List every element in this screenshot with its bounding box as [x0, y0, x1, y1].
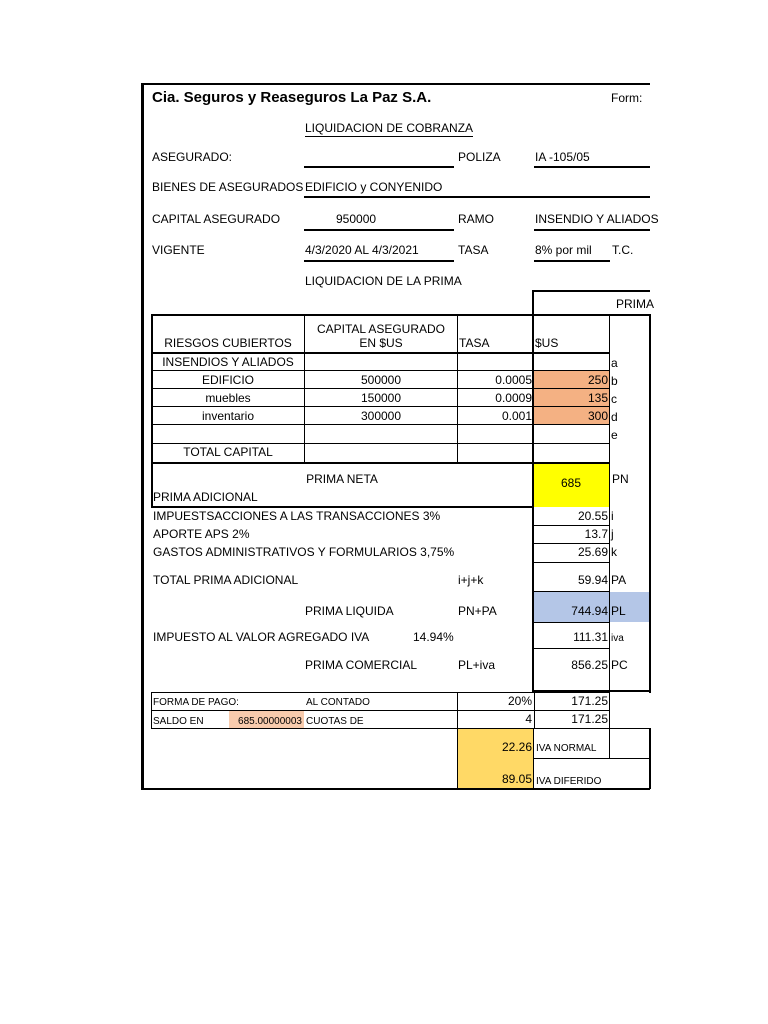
total-adicional-divider [534, 591, 610, 592]
asegurado-label: ASEGURADO: [152, 150, 233, 164]
tc-label: T.C. [612, 243, 634, 257]
liquidacion-prima-label: LIQUIDACION DE LA PRIMA [305, 274, 462, 288]
row-riesgo: EDIFICIO [201, 373, 254, 387]
gastos-divider [534, 562, 610, 563]
capital-underline [304, 229, 454, 231]
it-divider [534, 525, 610, 526]
table-top [151, 314, 650, 316]
row-sus: 300 [587, 409, 608, 423]
header-riesgos: RIESGOS CUBIERTOS [164, 336, 292, 350]
iva-normal-label: IVA NORMAL [536, 743, 597, 754]
bienes-label: BIENES DE ASEGURADOS [152, 180, 304, 194]
ramo-label: RAMO [458, 212, 494, 226]
contado-pct: 20% [507, 694, 532, 708]
col-code-left-lower [609, 507, 610, 690]
prima-box-right [649, 314, 651, 693]
capital-label: CAPITAL ASEGURADO [152, 212, 281, 226]
row-code: b [611, 374, 618, 388]
poliza-label: POLIZA [458, 150, 501, 164]
vigente-underline [304, 260, 454, 262]
prima-liquida-formula: PN+PA [458, 604, 497, 618]
pago-bottom [151, 728, 650, 729]
prima-comercial-value: 856.25 [571, 658, 608, 672]
document-title: LIQUIDACION DE COBRANZA [305, 121, 474, 135]
header-capital-1: CAPITAL ASEGURADO [316, 322, 446, 336]
it-value: 20.55 [577, 509, 608, 523]
prima-liquida-code: PL [611, 604, 626, 618]
iva-normal-value: 22.26 [501, 740, 532, 754]
cuotas-num: 4 [525, 712, 532, 726]
prima-neta-code: PN [612, 472, 629, 486]
forma-pago-label: FORMA DE PAGO: [153, 697, 239, 708]
ramo-underline [534, 229, 650, 231]
iva-diferido-value: 89.05 [501, 772, 532, 786]
iva-diferido-label: IVA DIFERIDO [536, 776, 602, 787]
row-divider [151, 443, 610, 444]
iva-pct: 14.94% [413, 630, 454, 644]
row-divider [151, 424, 610, 425]
row-riesgo: INSENDIOS Y ALIADOS [162, 355, 294, 369]
prima-liquida-label: PRIMA LIQUIDA [305, 604, 394, 618]
aps-divider [534, 543, 610, 544]
row-riesgo: inventario [201, 409, 255, 423]
header-bottom [151, 352, 610, 354]
cuotas-label: CUOTAS DE [306, 716, 364, 727]
ramo-value: INSENDIO Y ALIADOS [535, 212, 659, 226]
iva-value: 111.31 [573, 630, 608, 644]
aps-label: APORTE APS 2% [153, 527, 250, 541]
row-code: e [611, 428, 618, 442]
prima-neta-bottom [151, 506, 534, 508]
pago-top [151, 692, 610, 693]
prima-adicional-label: PRIMA ADICIONAL [153, 490, 258, 504]
tasa-label: TASA [458, 243, 489, 257]
total-adicional-code: PA [611, 573, 627, 587]
row-sus: 135 [587, 391, 608, 405]
prima-box-top [532, 290, 650, 292]
bienes-underline [304, 196, 650, 198]
row-capital: 500000 [360, 373, 402, 387]
row-code: c [611, 392, 617, 406]
form-label: Form: [611, 91, 643, 105]
col-tasa-left [457, 314, 458, 464]
prima-neta-label: PRIMA NETA [306, 472, 378, 486]
row-capital: 300000 [360, 409, 402, 423]
gastos-label: GASTOS ADMINISTRATIVOS Y FORMULARIOS 3,75% [153, 545, 455, 559]
prima-liquida-value: 744.94 [571, 604, 608, 618]
row-capital: 150000 [360, 391, 402, 405]
iva-label: IMPUESTO AL VALOR AGREGADO IVA [153, 630, 370, 644]
contado-label: AL CONTADO [306, 697, 370, 708]
it-code: i [611, 509, 614, 523]
asegurado-underline [304, 166, 454, 168]
contado-value: 171.25 [571, 694, 608, 708]
poliza-value: IA -105/05 [535, 150, 590, 164]
capital-value: 950000 [336, 212, 377, 226]
iva-divider [534, 648, 610, 649]
it-label: IMPUESTSACCIONES A LAS TRANSACCIONES 3% [153, 509, 441, 523]
row-tasa: 0.0009 [495, 391, 532, 405]
cuotas-value: 171.25 [571, 712, 608, 726]
saldo-value: 685.00000003 [238, 716, 302, 727]
total-adicional-label: TOTAL PRIMA ADICIONAL [153, 573, 299, 587]
iva-code: iva [611, 633, 624, 644]
gastos-code: k [611, 545, 617, 559]
vigente-value: 4/3/2020 AL 4/3/2021 [305, 243, 419, 257]
gastos-value: 25.69 [577, 545, 608, 559]
vigente-label: VIGENTE [152, 243, 205, 257]
frame-top [141, 83, 650, 85]
prima-header: PRIMA [616, 297, 655, 311]
prima-liquida-divider [534, 622, 610, 623]
total-adicional-formula: i+j+k [458, 573, 484, 587]
header-capital-2: EN $US [359, 336, 403, 350]
tasa-underline [534, 260, 610, 262]
total-adicional-value: 59.94 [577, 573, 608, 587]
header-sus: $US [535, 336, 559, 350]
tasa-value: 8% por mil [535, 243, 592, 257]
row-sus: 250 [587, 373, 608, 387]
row-divider [151, 388, 610, 389]
company-name: Cia. Seguros y Reaseguros La Paz S.A. [152, 89, 432, 106]
row-tasa: 0.0005 [495, 373, 532, 387]
row-divider [151, 406, 610, 407]
iva-split-col-2 [609, 728, 610, 758]
row-riesgo: muebles [205, 391, 251, 405]
aps-value: 13.7 [584, 527, 608, 541]
title-underline [305, 136, 473, 137]
total-capital-bottom [151, 462, 610, 464]
saldo-label: SALDO EN [153, 716, 204, 727]
row-code: a [611, 356, 618, 370]
pago-mid [151, 710, 610, 711]
aps-code: j [611, 527, 614, 541]
header-tasa: TASA [459, 336, 490, 350]
iva-split-mid [534, 758, 650, 759]
total-capital-label: TOTAL CAPITAL [183, 445, 273, 459]
prima-comercial-formula: PL+iva [458, 658, 496, 672]
poliza-underline [534, 166, 650, 168]
row-divider [151, 370, 610, 371]
prima-neta-value: 685 [560, 476, 582, 490]
bienes-value: EDIFICIO y CONYENIDO [305, 180, 443, 194]
row-code: d [611, 410, 618, 424]
prima-comercial-label: PRIMA COMERCIAL [305, 658, 418, 672]
row-tasa: 0.001 [501, 409, 532, 423]
frame-left [141, 83, 144, 790]
col-code-left [609, 314, 610, 507]
prima-comercial-code: PC [611, 658, 628, 672]
